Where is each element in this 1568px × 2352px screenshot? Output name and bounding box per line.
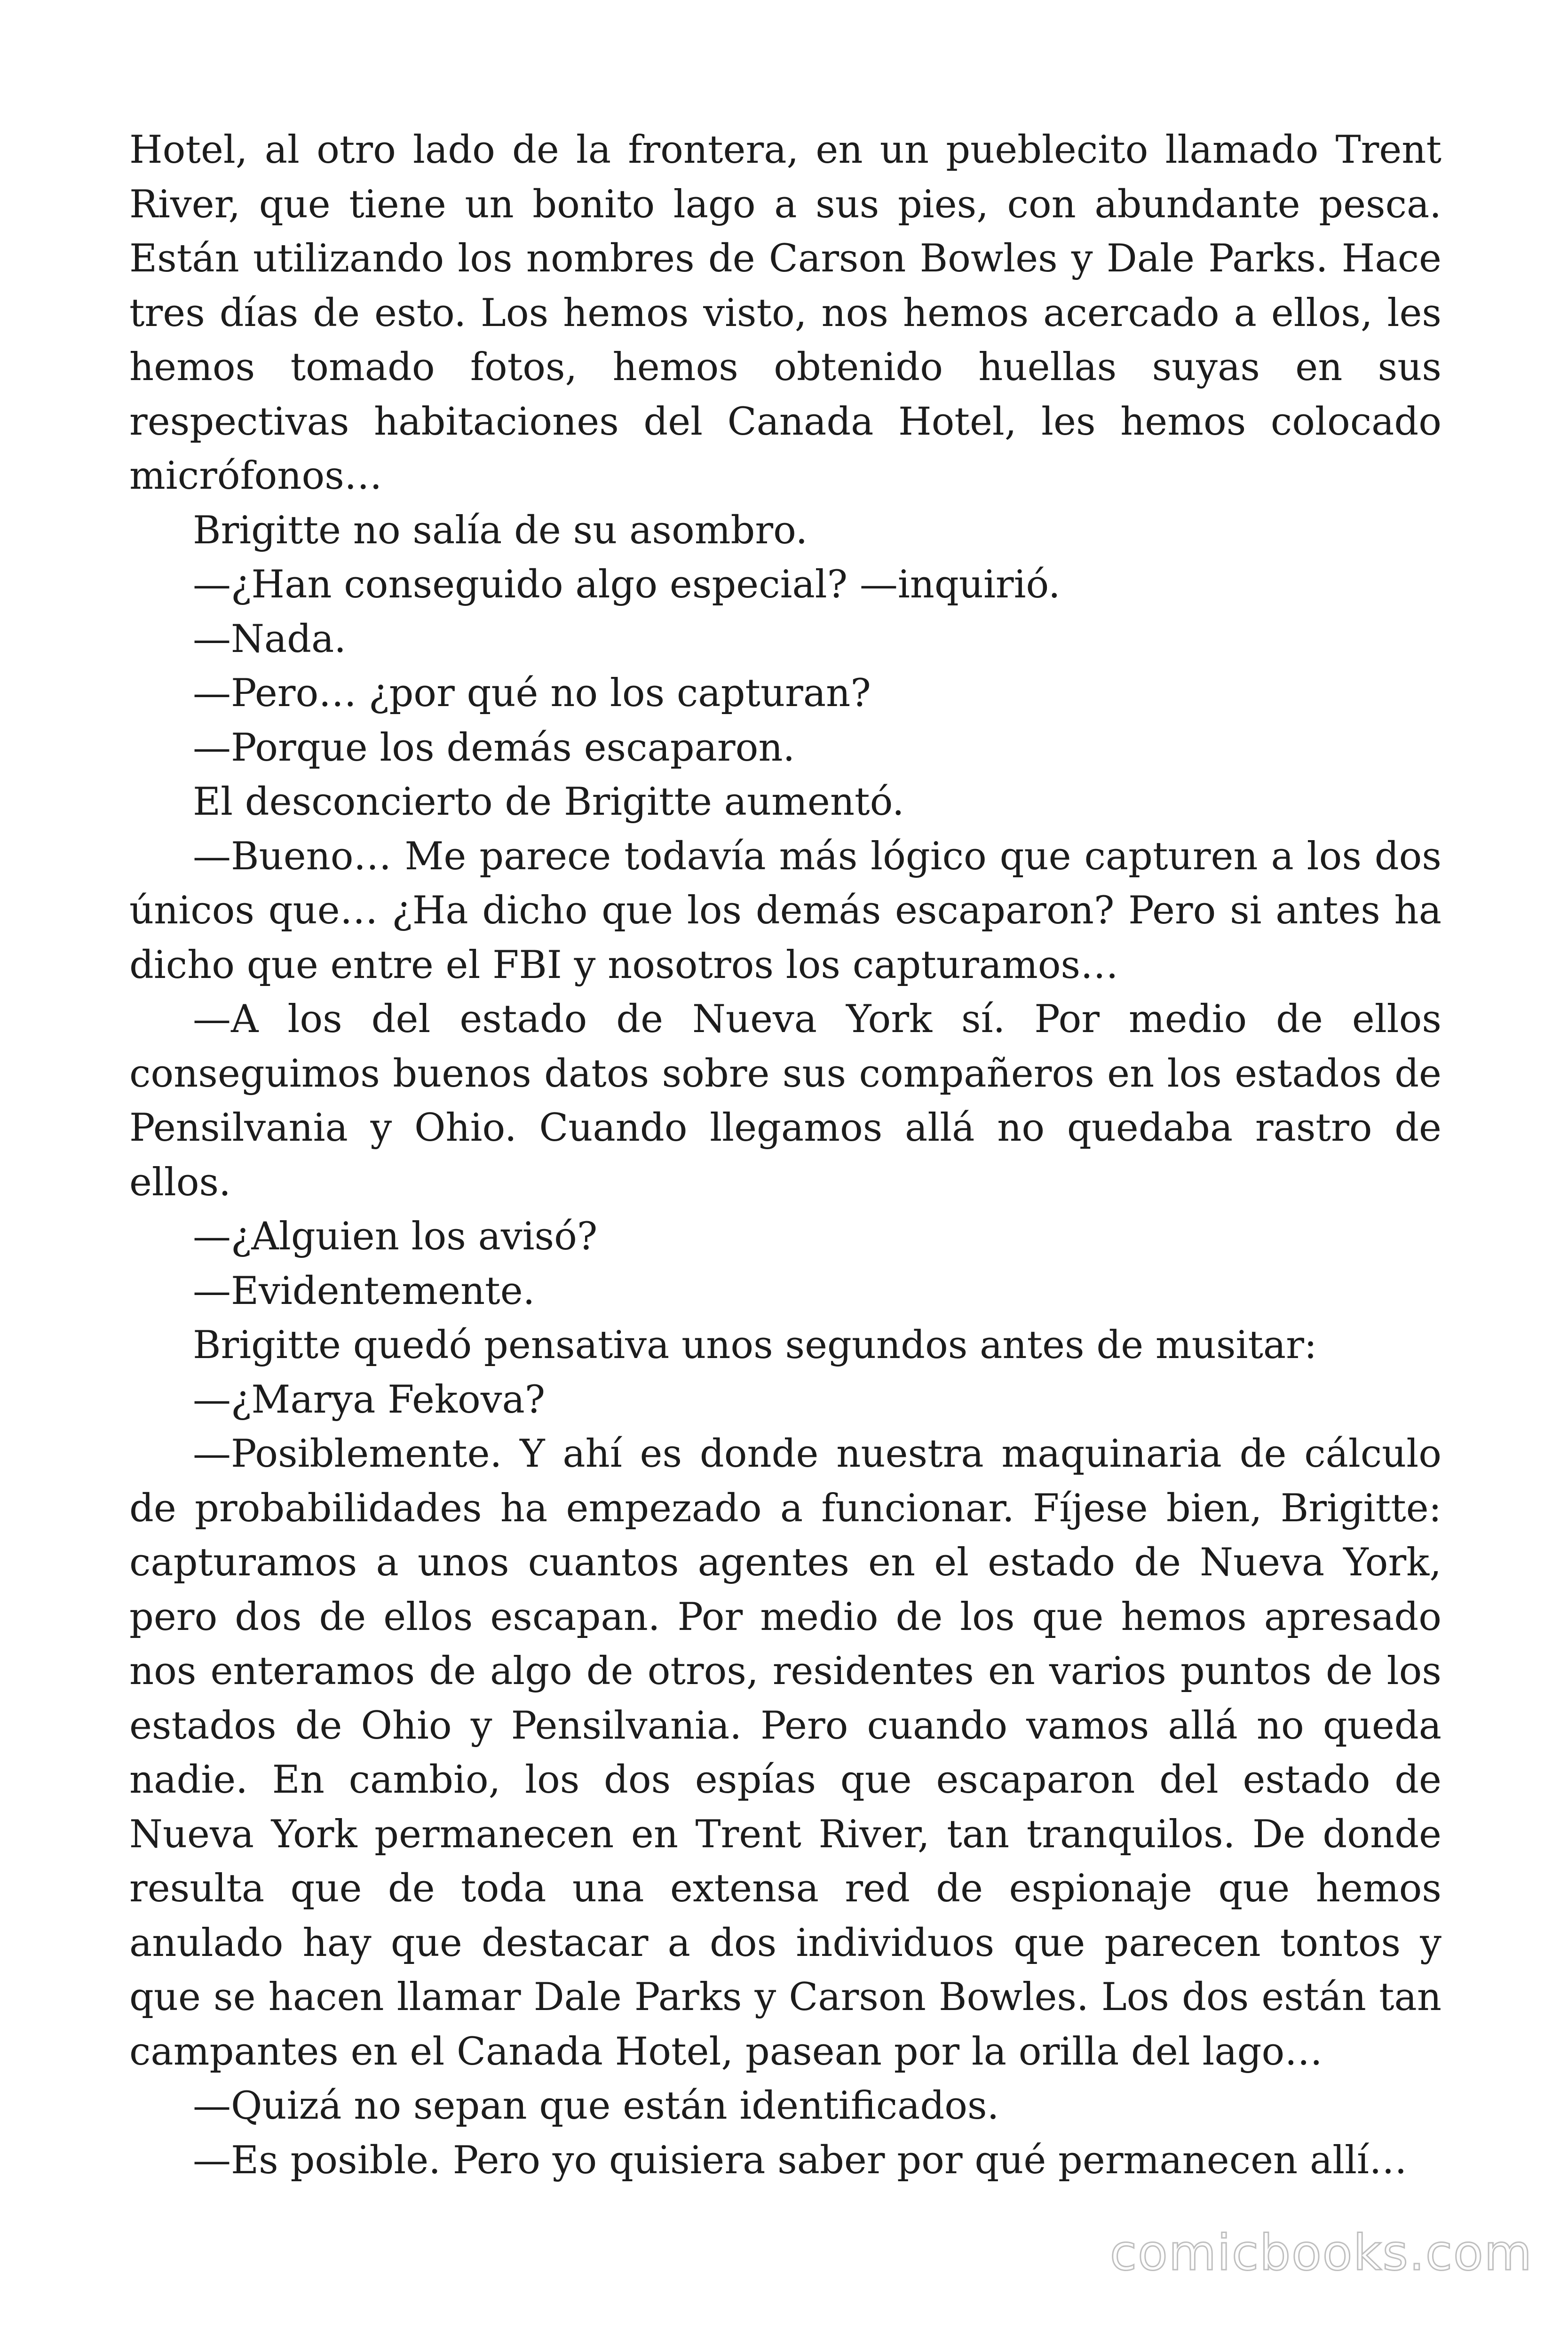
paragraph: —Evidentemente.: [193, 1269, 535, 1313]
paragraph: —¿Marya Fekova?: [193, 1377, 546, 1422]
paragraph: El desconcierto de Brigitte aumentó.: [193, 780, 904, 824]
paragraph: —Posiblemente. Y ahí es donde nuestra maquinaria de cálculo de probabilidades ha empezado a funcionar. Fíjese bien, Brigitte: capturamos a unos cuantos agentes en el estado de Nueva York, pero dos de ellos escapan. Por medio de los que hemos apresado nos enteramos de algo de otros, residentes en varios puntos de los estados de Ohio y Pensilvania. Pero cuando vamos allá no queda nadie. En cambio, los dos espías que escaparon del estado de Nueva York permanecen en Trent River, tan tranquilos. De donde resulta que de toda una extensa red de espionaje que hemos anulado hay que destacar a dos individuos que parecen tontos y que se hacen llamar Dale Parks y Carson Bowles. Los dos están tan campantes en el Canada Hotel, pasean por la orilla del lago…: [129, 1432, 1441, 2074]
paragraph: —¿Han conseguido algo especial? —inquirió.: [193, 563, 1061, 607]
paragraph: Brigitte quedó pensativa unos segundos antes de musitar:: [193, 1323, 1317, 1367]
page-body: [129, 123, 1441, 2188]
paragraph: —Es posible. Pero yo quisiera saber por qué permanecen allí…: [193, 2138, 1407, 2183]
paragraph: —¿Alguien los avisó?: [193, 1215, 598, 1259]
paragraph: —Pero… ¿por qué no los capturan?: [193, 671, 871, 715]
watermark: comicbooks.com: [1109, 2224, 1533, 2281]
paragraph: —Porque los demás escaparon.: [193, 725, 795, 770]
paragraph: —A los del estado de Nueva York sí. Por medio de ellos conseguimos buenos datos sobre sus compañeros en los estados de Pensilvania y Ohio. Cuando llegamos allá no quedaba rastro de ellos.: [129, 997, 1441, 1205]
paragraph: —Bueno… Me parece todavía más lógico que capturen a los dos únicos que… ¿Ha dicho que los demás escaparon? Pero si antes ha dicho que entre el FBI y nosotros los capturamos…: [129, 834, 1441, 987]
paragraph: —Nada.: [193, 617, 347, 661]
paragraph: Brigitte no salía de su asombro.: [193, 508, 808, 553]
paragraph: Hotel, al otro lado de la frontera, en un pueblecito llamado Trent River, que tiene un bonito lago a sus pies, con abundante pesca. Están utilizando los nombres de Carson Bowles y Dale Parks. Hace tres días de esto. Los hemos visto, nos hemos acercado a ellos, les hemos tomado fotos, hemos obtenido huellas suyas en sus respectivas habitaciones del Canada Hotel, les hemos colocado micrófonos…: [129, 128, 1441, 498]
paragraph: —Quizá no sepan que están identificados.: [193, 2084, 999, 2128]
